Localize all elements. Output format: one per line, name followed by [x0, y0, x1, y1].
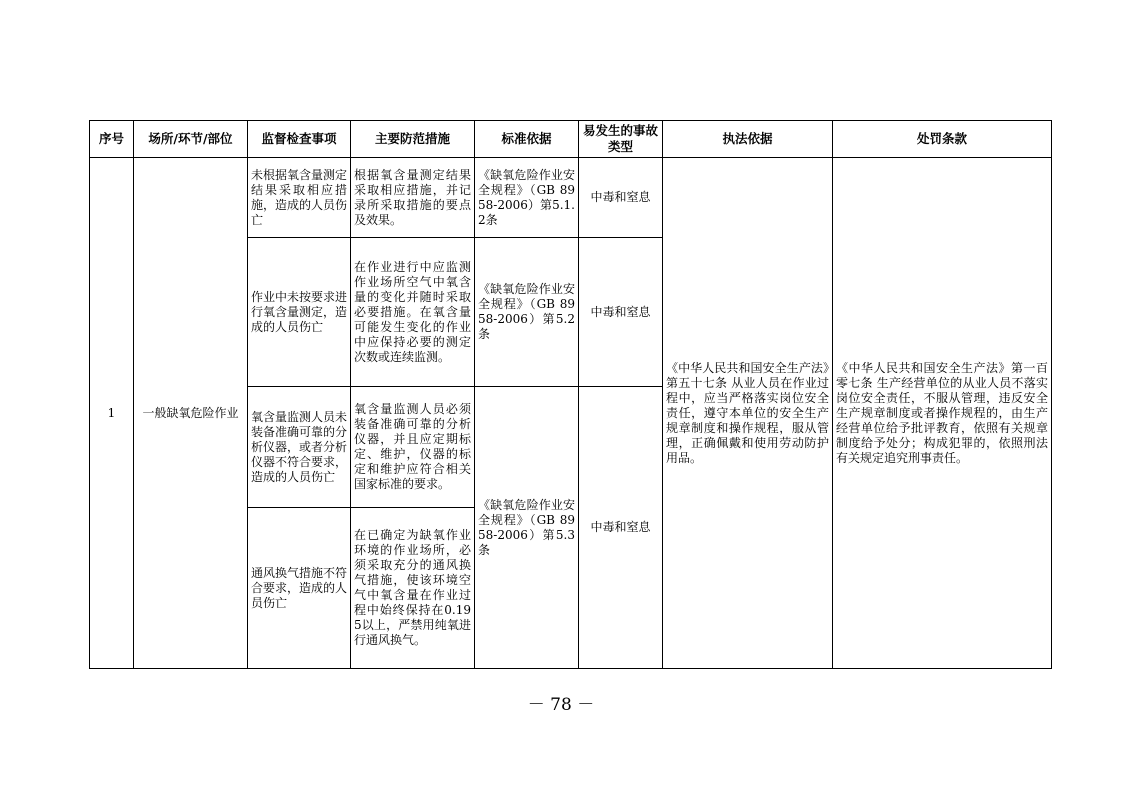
measure-cell: 氧含量监测人员必须装备准确可靠的分析仪器，并且应定期标定、维护，仪器的标定和维护应符合相关国家标准的要求。 — [351, 387, 475, 508]
header-seq: 序号 — [90, 121, 134, 158]
place-cell: 一般缺氧危险作业 — [134, 158, 248, 669]
check-cell: 未根据氧含量测定结果采取相应措施，造成的人员伤亡 — [248, 158, 351, 238]
check-cell: 氧含量监测人员未装备准确可靠的分析仪器，或者分析仪器不符合要求，造成的人员伤亡 — [248, 387, 351, 508]
penalty-cell: 《中华人民共和国安全生产法》第一百零七条 生产经营单位的从业人员不落实岗位安全责任，不服从管理，违反安全生产规章制度或者操作规程的，由生产经营单位给予批评教育，依照有关规章制度给予处分；构成犯罪的，依照刑法有关规定追究刑事责任。 — [833, 158, 1052, 669]
header-check: 监督检查事项 — [248, 121, 351, 158]
seq-cell: 1 — [90, 158, 134, 669]
header-law: 执法依据 — [663, 121, 833, 158]
header-measure: 主要防范措施 — [351, 121, 475, 158]
measure-cell: 在已确定为缺氧作业环境的作业场所，必须采取充分的通风换气措施，使该环境空气中氧含量在作业过程中始终保持在0.195以上，严禁用纯氧进行通风换气。 — [351, 508, 475, 669]
measure-cell: 在作业进行中应监测作业场所空气中氧含量的变化并随时采取必要措施。在氧含量可能发生变化的作业中应保持必要的测定次数或连续监测。 — [351, 238, 475, 387]
standard-cell: 《缺氧危险作业安全规程》（GB 8958-2006）第5.2条 — [475, 238, 579, 387]
standard-cell: 《缺氧危险作业安全规程》（GB 8958-2006）第5.3条 — [475, 387, 579, 669]
header-place: 场所/环节/部位 — [134, 121, 248, 158]
header-penalty: 处罚条款 — [833, 121, 1052, 158]
accident-cell: 中毒和窒息 — [579, 387, 663, 669]
accident-cell: 中毒和窒息 — [579, 238, 663, 387]
header-row — [90, 121, 1052, 158]
header-standard: 标准依据 — [475, 121, 579, 158]
table-row — [90, 158, 1052, 238]
header-accident: 易发生的事故类型 — [579, 121, 663, 158]
law-basis-cell: 《中华人民共和国安全生产法》第五十七条 从业人员在作业过程中，应当严格落实岗位安全责任，遵守本单位的安全生产规章制度和操作规程，服从管理，正确佩戴和使用劳动防护用品。 — [663, 158, 833, 669]
page-number: － 78 － — [527, 695, 595, 715]
measure-cell: 根据氧含量测定结果采取相应措施，并记录所采取措施的要点及效果。 — [351, 158, 475, 238]
check-cell: 作业中未按要求进行氧含量测定，造成的人员伤亡 — [248, 238, 351, 387]
accident-cell: 中毒和窒息 — [579, 158, 663, 238]
check-cell: 通风换气措施不符合要求，造成的人员伤亡 — [248, 508, 351, 669]
standard-cell: 《缺氧危险作业安全规程》（GB 8958-2006）第5.1.2条 — [475, 158, 579, 238]
inspection-table — [89, 120, 1052, 669]
